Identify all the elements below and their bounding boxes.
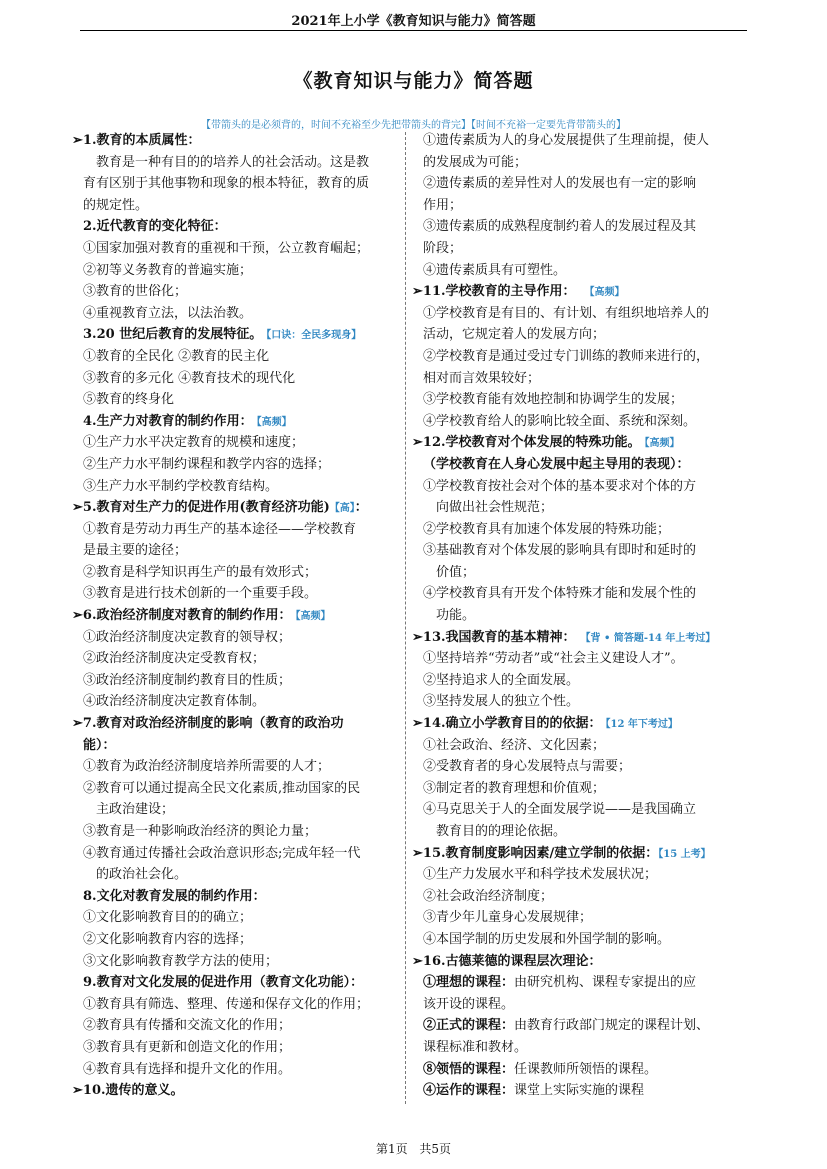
heading-15 xyxy=(412,843,744,865)
header-rule xyxy=(80,30,747,31)
page-total: 共5页 xyxy=(419,1142,452,1156)
list-item: ②学校教育是通过受过专门训练的教师来进行的， xyxy=(423,348,710,364)
list-item: ①遗传素质为人的身心发展提供了生理前提，使人 xyxy=(423,133,710,148)
list-item xyxy=(412,1059,744,1081)
list-item: ②初等义务教育的普遍实施； xyxy=(83,262,253,278)
mnemonic-tag: 【口诀：全民多现身】 xyxy=(266,330,362,342)
list-item: ②生产力水平制约课程和教学内容的选择； xyxy=(83,456,331,472)
arrow-icon: ➢ xyxy=(412,845,423,861)
list-item: ①学校教育按社会对个体的基本要求对个体的方 xyxy=(423,478,697,494)
page-footer xyxy=(0,1140,827,1157)
list-item: ③坚持发展人的独立个性。 xyxy=(423,694,580,710)
heading-text: 3.20 世纪后教育的发展特征。 xyxy=(83,327,263,343)
list-item-cont: 阶段； xyxy=(423,240,463,256)
text-line: 教育是一种有目的的培养人的社会活动。这是教 xyxy=(96,154,370,170)
column-divider xyxy=(405,132,406,1104)
arrow-icon: ➢ xyxy=(412,435,423,451)
list-item-cont: 主政治建设； xyxy=(96,802,175,818)
list-item: ③教育的多元化 ④教育技术的现代化 xyxy=(83,370,296,386)
heading-text: 12.学校教育对个体发展的特殊功能。 xyxy=(422,435,641,451)
list-item: ①生产力水平决定教育的规模和速度； xyxy=(83,435,305,451)
list-item: ③政治经济制度制约教育目的性质； xyxy=(83,672,292,688)
list-item-cont: 的政治社会化。 xyxy=(96,867,188,883)
heading-colon: ： xyxy=(354,500,368,516)
arrow-icon: ➢ xyxy=(412,953,423,969)
exam-tag: 【15 上考】 xyxy=(658,848,711,860)
page-number: 第1页 xyxy=(375,1142,408,1156)
list-item: ④重视教育立法，以法治教。 xyxy=(83,305,253,321)
list-item: ①教育是劳动力再生产的基本途径——学校教育 xyxy=(83,521,357,537)
list-item: ①文化影响教育目的的确立； xyxy=(83,910,253,926)
list-item: ③文化影响教育教学方法的使用； xyxy=(83,953,279,969)
heading-8: 8.文化对教育发展的制约作用： xyxy=(83,888,266,904)
running-header: 2021年上小学《教育知识与能力》简答题 xyxy=(291,14,536,29)
heading-text: 16.古德莱德的课程层次理论： xyxy=(422,953,602,969)
list-item: ④遗传素质具有可塑性。 xyxy=(423,262,567,278)
term-label: ①理想的课程： xyxy=(423,975,515,991)
list-item: ③教育的世俗化； xyxy=(83,284,188,300)
list-item: ①学校教育是有目的、有计划、有组织地培养人的 xyxy=(423,305,710,321)
heading-text: 4.生产力对教育的制约作用： xyxy=(83,413,253,429)
heading-12 xyxy=(412,432,744,454)
left-column xyxy=(72,130,402,1102)
list-item: ③学校教育能有效地控制和协调学生的发展； xyxy=(423,392,684,408)
frequency-tag: 【高频】 xyxy=(644,438,680,450)
heading-16 xyxy=(412,951,744,973)
arrow-icon: ➢ xyxy=(72,133,83,148)
frequency-tag: 【高】 xyxy=(329,503,355,515)
list-item: ③教育是一种影响政治经济的舆论力量； xyxy=(83,824,318,839)
list-item: ②坚持追求人的全面发展。 xyxy=(423,672,580,688)
list-item: ④政治经济制度决定教育体制。 xyxy=(83,694,266,710)
list-item: ②遗传素质的差异性对人的发展也有一定的影响 xyxy=(423,176,697,192)
list-item xyxy=(412,1015,744,1037)
heading-2: 2.近代教育的变化特征： xyxy=(83,219,227,235)
heading-7 xyxy=(72,713,402,735)
heading-10 xyxy=(72,1080,402,1102)
list-item: ③遗传素质的成熟程度制约着人的发展过程及其 xyxy=(423,219,697,235)
arrow-icon: ➢ xyxy=(412,284,423,300)
list-item-cont: 功能。 xyxy=(436,608,476,624)
term-label: ⑧领悟的课程： xyxy=(423,1061,515,1077)
heading-5 xyxy=(72,497,402,519)
arrow-icon: ➢ xyxy=(412,629,423,645)
list-item: ③教育具有更新和创造文化的作用； xyxy=(83,1039,292,1055)
list-item-cont: 向做出社会性规范； xyxy=(436,500,554,516)
list-item: ②社会政治经济制度； xyxy=(423,888,554,904)
list-item-cont: 该开设的课程。 xyxy=(423,996,515,1012)
heading-text: 7.教育对政治经济制度的影响（教育的政治功 xyxy=(82,716,344,732)
list-item: ③青少年儿童身心发展规律； xyxy=(423,910,593,926)
term-label: ②正式的课程： xyxy=(423,1018,515,1034)
list-item: ①社会政治、经济、文化因素； xyxy=(423,737,606,753)
heading-7-cont: 能）： xyxy=(83,737,116,753)
heading-text: 11.学校教育的主导作用： xyxy=(422,284,576,300)
list-item: ②受教育者的身心发展特点与需要； xyxy=(423,759,632,775)
list-item: ④马克思关于人的全面发展学说——是我国确立 xyxy=(423,802,697,818)
list-item-cont: 相对而言效果较好； xyxy=(423,370,541,386)
list-item: ②教育可以通过提高全民文化素质,推动国家的民 xyxy=(83,780,361,796)
heading-text: 5.教育对生产力的促进作用(教育经济功能) xyxy=(82,500,330,516)
list-item: ①教育具有筛选、整理、传递和保存文化的作用； xyxy=(83,996,370,1012)
list-item: ②教育是科学知识再生产的最有效形式； xyxy=(83,564,318,580)
term-definition: 由教育行政部门规定的课程计划、 xyxy=(514,1018,710,1034)
frequency-tag: 【高频】 xyxy=(295,611,331,623)
list-item: ①政治经济制度决定教育的领导权； xyxy=(83,629,292,645)
list-item: ①教育的全民化 ②教育的民主化 xyxy=(83,348,270,364)
list-item-cont: 作用； xyxy=(423,197,463,213)
term-label: ④运作的课程： xyxy=(423,1083,515,1099)
list-item: ①国家加强对教育的重视和干预，公立教育崛起； xyxy=(83,240,370,256)
list-item: 是最主要的途径； xyxy=(83,543,188,559)
list-item: ④学校教育具有开发个体特殊才能和发展个性的 xyxy=(423,586,697,602)
arrow-icon: ➢ xyxy=(72,500,83,516)
exam-tag: 【12 年下考过】 xyxy=(605,719,678,731)
list-item: ①坚持培养“劳动者”或“社会主义建设人才”。 xyxy=(423,651,684,667)
arrow-icon: ➢ xyxy=(412,716,423,732)
term-definition: 任课教师所领悟的课程。 xyxy=(514,1061,658,1077)
heading-text: 14.确立小学教育目的的依据： xyxy=(422,716,602,732)
list-item: ③教育是进行技术创新的一个重要手段。 xyxy=(83,586,318,602)
list-item-cont: 价值； xyxy=(436,564,476,580)
list-item: ③制定者的教育理想和价值观； xyxy=(423,780,606,796)
list-item: ③基础教育对个体发展的影响具有即时和延时的 xyxy=(423,543,697,559)
text-line: 的规定性。 xyxy=(83,197,149,213)
list-item-cont: 的发展成为可能； xyxy=(423,154,528,170)
heading-6 xyxy=(72,605,402,627)
list-item: ③生产力水平制约学校教育结构。 xyxy=(83,478,279,494)
list-item: ④学校教育给人的影响比较全面、系统和深刻。 xyxy=(423,413,697,429)
page-title: 《教育知识与能力》简答题 xyxy=(293,70,534,92)
heading-text: 15.教育制度影响因素/建立学制的依据： xyxy=(422,845,659,861)
study-notice: 【带箭头的是必须背的，时间不充裕至少先把带箭头的背完】【时间不充裕一定要先背带箭头的】 xyxy=(201,120,626,131)
arrow-icon: ➢ xyxy=(72,716,83,732)
right-column xyxy=(412,130,744,1102)
list-item xyxy=(412,1080,744,1102)
arrow-icon: ➢ xyxy=(72,1083,83,1099)
exam-tag: 【背 • 简答题-14 年上考过】 xyxy=(585,632,716,644)
heading-9: 9.教育对文化发展的促进作用（教育文化功能）： xyxy=(83,975,364,991)
list-item: ②学校教育具有加速个体发展的特殊功能； xyxy=(423,521,671,537)
heading-text: 10.遗传的意义。 xyxy=(82,1083,184,1099)
frequency-tag: 【高频】 xyxy=(256,416,292,428)
heading-1 xyxy=(72,130,402,152)
list-item: ②政治经济制度决定受教育权； xyxy=(83,651,266,667)
heading-text: 13.我国教育的基本精神： xyxy=(422,629,576,645)
frequency-tag: 【高频】 xyxy=(589,287,625,299)
heading-3 xyxy=(72,324,402,346)
list-item: ④本国学制的历史发展和外国学制的影响。 xyxy=(423,931,671,947)
list-item: ①生产力发展水平和科学技术发展状况； xyxy=(423,867,658,883)
list-item: ④教育具有选择和提升文化的作用。 xyxy=(83,1061,292,1077)
text-line: 育有区别于其他事物和现象的根本特征，教育的质 xyxy=(83,176,370,192)
heading-text: 1.教育的本质属性： xyxy=(82,133,201,148)
heading-12-sub: （学校教育在人身心发展中起主导用的表现）： xyxy=(423,456,690,472)
list-item: ②教育具有传播和交流文化的作用； xyxy=(83,1018,292,1034)
list-item: ①教育为政治经济制度培养所需要的人才； xyxy=(83,759,331,775)
arrow-icon: ➢ xyxy=(72,608,83,624)
list-item-cont: 活动，它规定着人的发展方向； xyxy=(423,327,606,343)
term-definition: 由研究机构、课程专家提出的应 xyxy=(514,975,697,991)
heading-4 xyxy=(72,411,402,433)
list-item: ④教育通过传播社会政治意识形态;完成年轻一代 xyxy=(83,845,361,861)
list-item: ②文化影响教育内容的选择； xyxy=(83,931,253,947)
heading-14 xyxy=(412,713,744,735)
term-definition: 课堂上实际实施的课程 xyxy=(514,1083,645,1099)
heading-11 xyxy=(412,281,744,303)
list-item xyxy=(412,972,744,994)
list-item-cont: 教育目的的理论依据。 xyxy=(436,824,567,839)
list-item: ⑤教育的终身化 xyxy=(83,392,175,408)
list-item-cont: 课程标准和教材。 xyxy=(423,1039,528,1055)
heading-13 xyxy=(412,627,744,649)
heading-text: 6.政治经济制度对教育的制约作用： xyxy=(82,608,292,624)
